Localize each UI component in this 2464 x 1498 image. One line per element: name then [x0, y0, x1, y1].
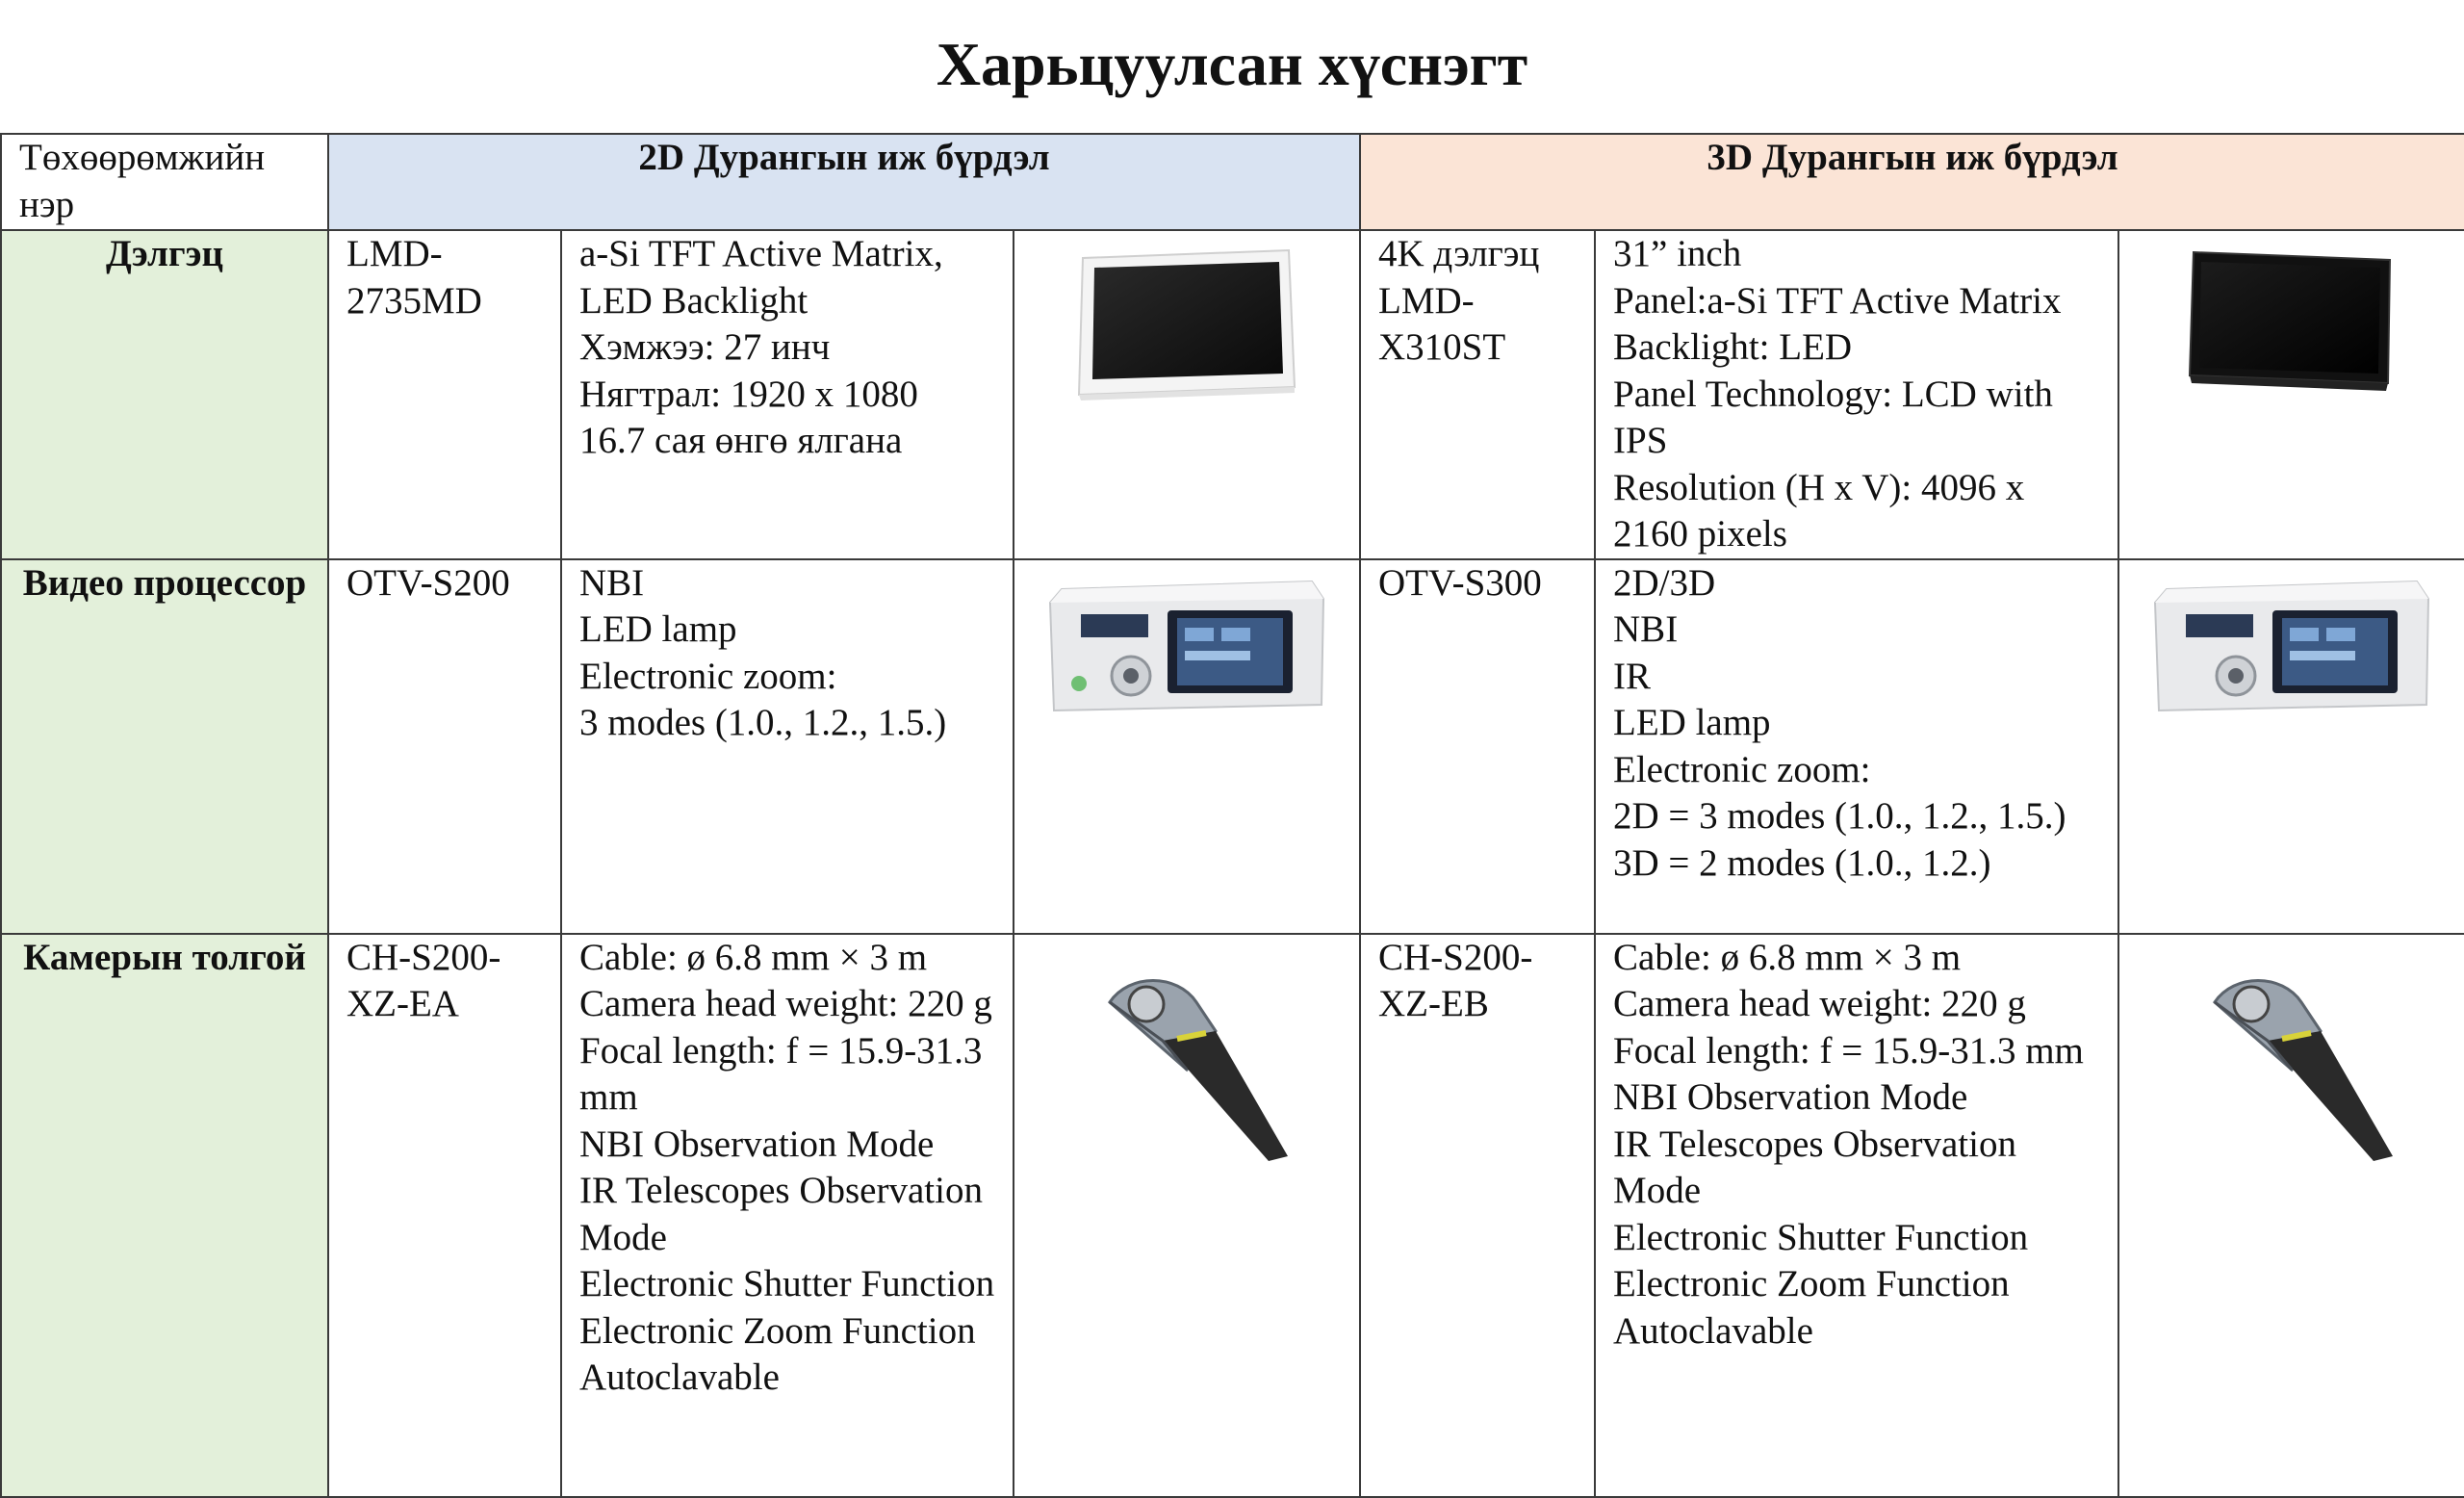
spec-line: Autoclavable [1613, 1309, 1813, 1352]
model-3d: OTV-S300 [1360, 559, 1595, 934]
page-title: Харьцуулсан хүснэгт [936, 30, 1528, 98]
model-2d: OTV-S200 [328, 559, 561, 934]
spec-line: NBI [1613, 608, 1679, 650]
specs-3d [1595, 934, 2118, 1497]
monitor-white-image [1071, 231, 1302, 404]
spec-line: Focal length: f = 15.9-31.3 mm [579, 1029, 983, 1118]
spec-line: 2D = 3 modes (1.0., 1.2., 1.5.) [1613, 795, 2066, 837]
model-3d: 4K дэлгэц LMD-X310ST [1360, 230, 1595, 559]
spec-line: Electronic Zoom Function [1613, 1263, 2010, 1304]
monitor-black-image [2176, 231, 2407, 404]
spec-line: NBI [579, 561, 645, 604]
table-row [1, 934, 2464, 1497]
spec-line: Autoclavable [579, 1356, 780, 1398]
specs-3d [1595, 559, 2118, 934]
table-row [1, 230, 2464, 559]
header-2d-set: 2D Дурангын иж бүрдэл [328, 134, 1360, 230]
table-header-row [1, 134, 2464, 230]
spec-line: IR [1613, 655, 1652, 697]
spec-line: 2D/3D [1613, 561, 1716, 604]
video-processor-image [1042, 560, 1331, 724]
spec-line: Electronic zoom: [1613, 748, 1871, 790]
spec-line: IR Telescopes Observation Mode [579, 1170, 983, 1258]
spec-line: Electronic Shutter Function [1613, 1216, 2029, 1258]
comparison-table [0, 133, 2464, 1498]
spec-line: Хэмжээ: 27 инч [579, 326, 831, 368]
spec-line: Panel Technology: LCD with IPS [1613, 373, 2053, 461]
spec-line: Cable: ø 6.8 mm × 3 m [1613, 936, 1962, 978]
spec-line: Electronic Shutter Function Electronic Zoom Function [579, 1263, 995, 1352]
spec-line: Camera head weight: 220 g [1613, 983, 2026, 1024]
spec-line: 3D = 2 modes (1.0., 1.2.) [1613, 841, 1991, 884]
category-video-processor: Видео процессор [1, 559, 328, 934]
image-cell-3d [2118, 934, 2464, 1497]
specs-3d [1595, 230, 2118, 559]
category-camera-head: Камерын толгой [1, 934, 328, 1497]
video-processor-image [2147, 560, 2436, 724]
spec-line: a-Si TFT Active Matrix, LED Backlight [579, 233, 943, 322]
spec-line: Focal length: f = 15.9-31.3 mm [1613, 1029, 2084, 1072]
spec-line: Camera head weight: 220 g [579, 983, 992, 1024]
image-cell-2d [1014, 559, 1360, 934]
spec-line: NBI Observation Mode [1613, 1076, 1968, 1118]
spec-line: 31” inch [1613, 233, 1742, 274]
spec-line: LED lamp [1613, 702, 1771, 743]
specs-2d [561, 230, 1014, 559]
spec-line: Нягтрал: 1920 x 1080 [579, 373, 918, 415]
spec-line: Electronic zoom: [579, 655, 837, 697]
spec-line: Resolution (H x V): 4096 x 2160 pixels [1613, 466, 2025, 555]
spec-line: Panel:a-Si TFT Active Matrix Backlight: LED [1613, 279, 2062, 368]
table-row [1, 559, 2464, 934]
specs-2d [561, 559, 1014, 934]
spec-line: Cable: ø 6.8 mm × 3 m [579, 936, 928, 978]
spec-line: 3 modes (1.0., 1.2., 1.5.) [579, 702, 947, 743]
image-cell-2d [1014, 934, 1360, 1497]
model-2d: CH-S200-XZ-EA [328, 934, 561, 1497]
image-cell-2d [1014, 230, 1360, 559]
specs-2d [561, 934, 1014, 1497]
spec-line: 16.7 сая өнгө ялгана [579, 420, 903, 461]
image-cell-3d [2118, 559, 2464, 934]
category-display: Дэлгэц [1, 230, 328, 559]
header-3d-set: 3D Дурангын иж бүрдэл [1360, 134, 2464, 230]
spec-line: LED lamp [579, 608, 737, 650]
header-device-name: Төхөөрөмжийн нэр [1, 134, 328, 230]
model-2d: LMD-2735MD [328, 230, 561, 559]
model-3d: CH-S200-XZ-EB [1360, 934, 1595, 1497]
spec-line: IR Telescopes Observation Mode [1613, 1123, 2016, 1211]
image-cell-3d [2118, 230, 2464, 559]
camera-head-image [1071, 964, 1302, 1166]
spec-line: NBI Observation Mode [579, 1123, 935, 1165]
camera-head-image [2176, 964, 2407, 1166]
